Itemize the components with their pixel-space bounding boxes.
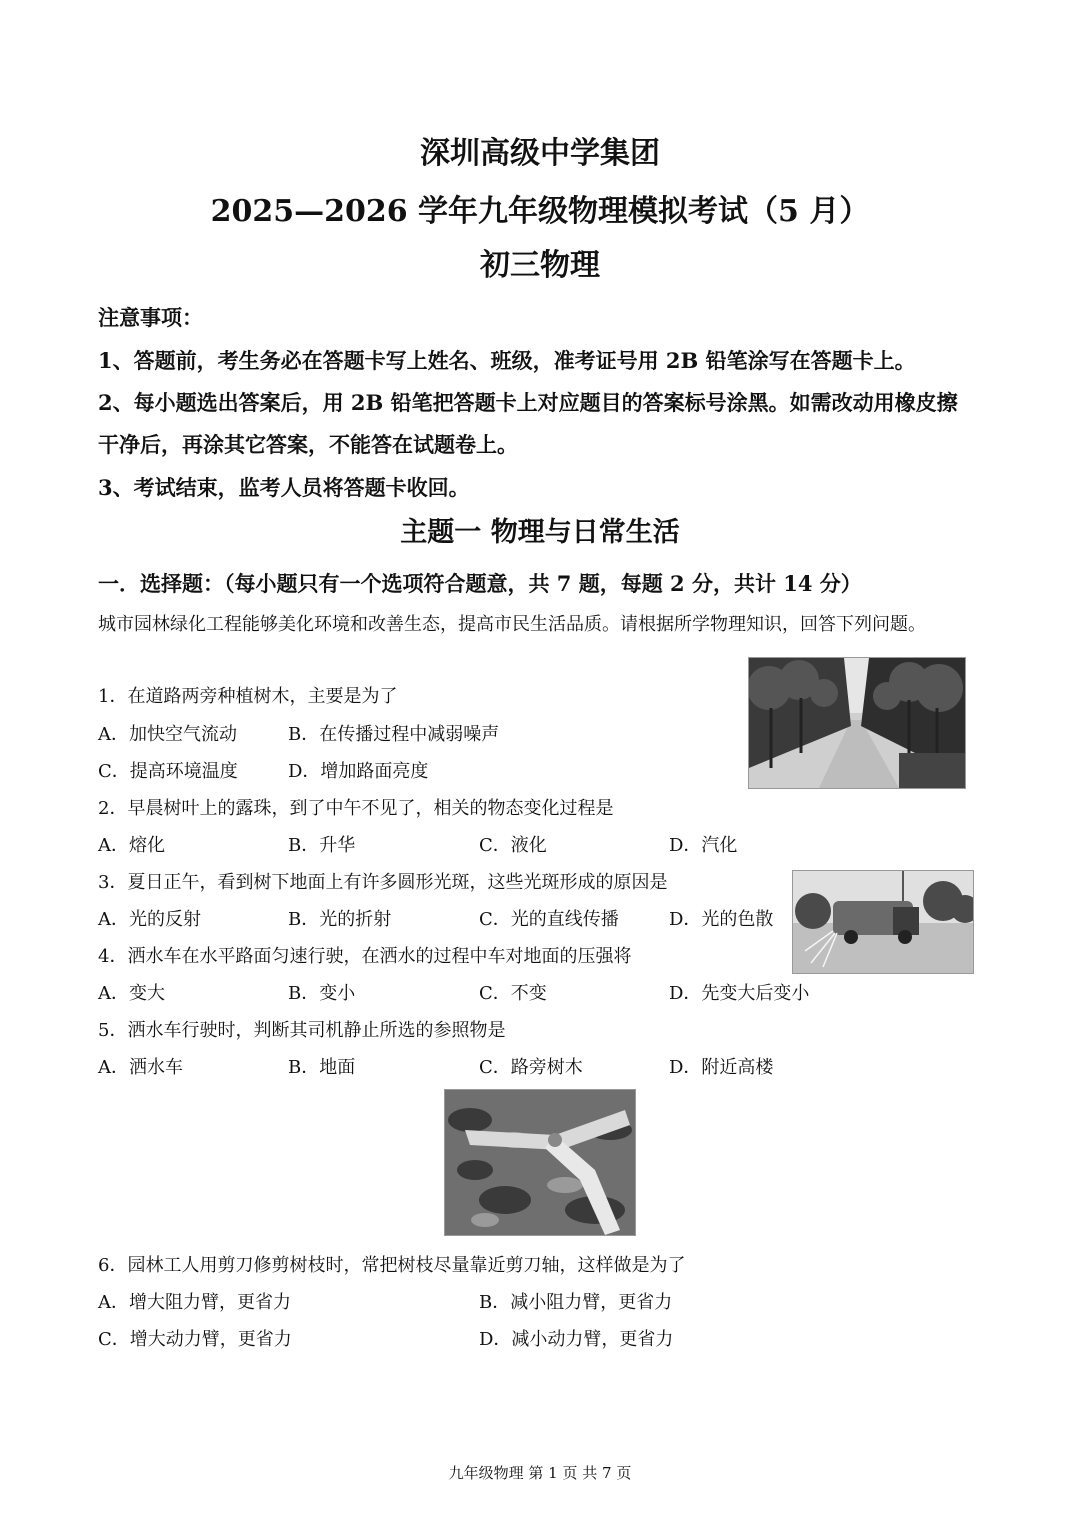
theme-heading: 主题一 物理与日常生活 [400, 517, 680, 548]
option-c: C．提高环境温度 [98, 761, 238, 782]
option-b: B．减小阻力臂，更省力 [479, 1292, 673, 1313]
option-a: A．洒水车 [98, 1057, 183, 1078]
question-stem: 4．洒水车在水平路面匀速行驶，在洒水的过程中车对地面的压强将 [98, 946, 632, 967]
option-d: D．汽化 [669, 835, 738, 856]
option-a: A．熔化 [98, 835, 165, 856]
option-b: B．光的折射 [288, 909, 392, 930]
intro-text: 城市园林绿化工程能够美化环境和改善生态，提高市民生活品质。请根据所学物理知识，回答下列问题。 [98, 614, 926, 635]
option-a: A．加快空气流动 [98, 724, 237, 745]
notice-item-3: 3、考试结束，监考人员将答题卡收回。 [98, 475, 470, 500]
question-stem: 5．洒水车行驶时，判断其司机静止所选的参照物是 [98, 1020, 506, 1041]
option-b: B．地面 [288, 1057, 356, 1078]
question-stem: 6．园林工人用剪刀修剪树枝时，常把树枝尽量靠近剪刀轴，这样做是为了 [98, 1255, 686, 1276]
option-d: D．先变大后变小 [669, 983, 810, 1004]
pruning-shears-photo [444, 1089, 636, 1236]
notice-item-1: 1、答题前，考生务必在答题卡写上姓名、班级，准考证号用 2B 铅笔涂写在答题卡上。 [98, 348, 916, 373]
question-stem: 1．在道路两旁种植树木，主要是为了 [98, 686, 398, 707]
option-c: C．光的直线传播 [479, 909, 619, 930]
page-footer: 九年级物理 第 1 页 共 7 页 [448, 1464, 632, 1482]
option-d: D．光的色散 [669, 909, 774, 930]
school-title: 深圳高级中学集团 [420, 136, 660, 171]
option-a: A．光的反射 [98, 909, 201, 930]
option-c: C．增大动力臂，更省力 [98, 1329, 292, 1350]
option-c: C．不变 [479, 983, 547, 1004]
question-stem: 3．夏日正午，看到树下地面上有许多圆形光斑，这些光斑形成的原因是 [98, 872, 668, 893]
exam-title: 2025—2026 学年九年级物理模拟考试（5 月） [210, 194, 870, 229]
option-d: D．附近高楼 [669, 1057, 774, 1078]
notice-item-2: 2、每小题选出答案后，用 2B 铅笔把答题卡上对应题目的答案标号涂黑。如需改动用橡皮擦 [98, 390, 958, 415]
option-c: C．液化 [479, 835, 547, 856]
sprinkler-truck-photo [792, 870, 974, 974]
option-a: A．变大 [98, 983, 165, 1004]
option-b: B．升华 [288, 835, 356, 856]
tree-lined-road-photo [748, 657, 966, 789]
question-stem: 2．早晨树叶上的露珠，到了中午不见了，相关的物态变化过程是 [98, 798, 614, 819]
option-d: D．减小动力臂，更省力 [479, 1329, 674, 1350]
option-a: A．增大阻力臂，更省力 [98, 1292, 291, 1313]
notice-item-2-cont: 干净后，再涂其它答案，不能答在试题卷上。 [98, 432, 518, 457]
subject-title: 初三物理 [480, 248, 600, 283]
option-b: B．变小 [288, 983, 356, 1004]
option-c: C．路旁树木 [479, 1057, 583, 1078]
option-d: D．增加路面亮度 [288, 761, 429, 782]
notice-title: 注意事项： [98, 305, 203, 330]
section-heading: 一．选择题：（每小题只有一个选项符合题意，共 7 题，每题 2 分，共计 14 分） [98, 571, 862, 596]
option-b: B．在传播过程中减弱噪声 [288, 724, 500, 745]
